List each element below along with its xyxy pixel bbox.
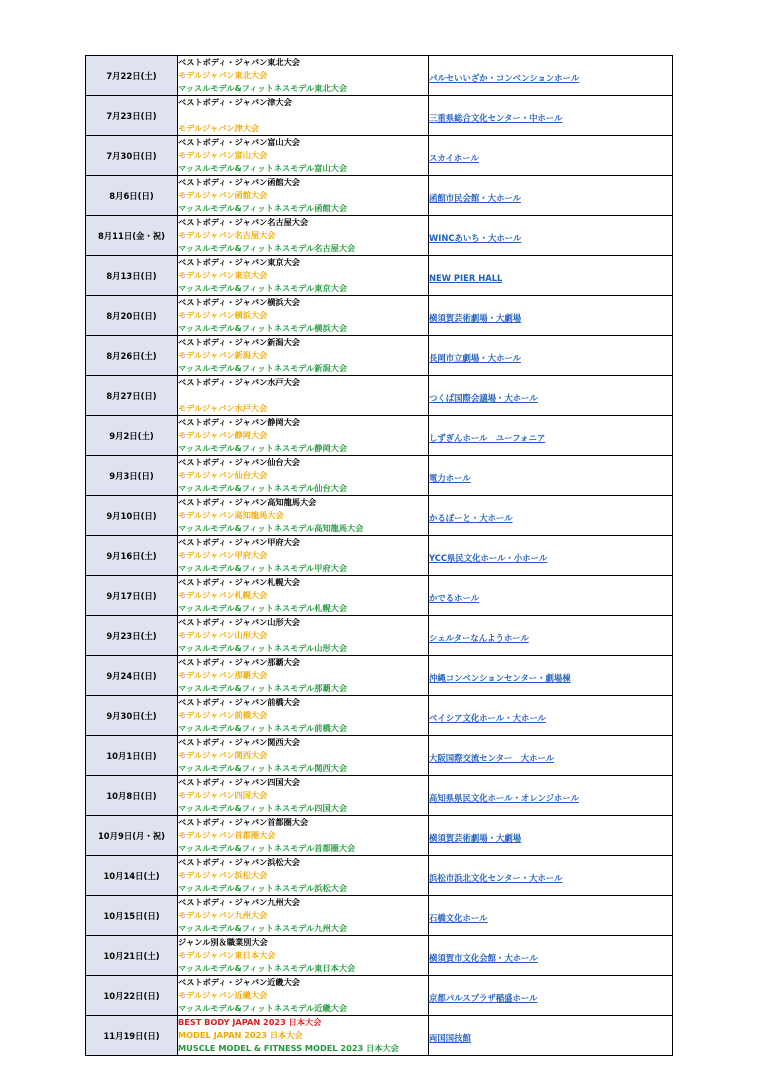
event-date: 7月23日(日) — [86, 96, 178, 136]
event-name: ベストボディ・ジャパン首都圏大会 — [178, 817, 309, 827]
event-date: 9月10日(日) — [86, 496, 178, 536]
venue-link[interactable]: かるぽーと・大ホール — [429, 513, 513, 523]
table-row — [86, 56, 673, 96]
table-row — [86, 776, 673, 816]
event-name: ベストボディ・ジャパン近畿大会 — [178, 977, 300, 987]
event-date: 9月24日(日) — [86, 656, 178, 696]
venue-cell — [429, 56, 673, 96]
event-name: マッスルモデル&フィットネスモデル新潟大会 — [178, 363, 348, 373]
table-row — [86, 696, 673, 736]
event-name: ベストボディ・ジャパン四国大会 — [178, 777, 300, 787]
table-row — [86, 856, 673, 896]
event-name: マッスルモデル&フィットネスモデル九州大会 — [178, 923, 348, 933]
table-row — [86, 336, 673, 376]
venue-cell — [429, 976, 673, 1016]
event-name: モデルジャパン東北大会 — [178, 70, 268, 80]
event-name: マッスルモデル&フィットネスモデル東日本大会 — [178, 963, 356, 973]
venue-cell — [429, 536, 673, 576]
event-date: 11月19日(日) — [86, 1016, 178, 1056]
event-names — [178, 696, 429, 736]
event-name: マッスルモデル&フィットネスモデル那覇大会 — [178, 683, 348, 693]
event-names — [178, 856, 429, 896]
event-date: 8月13日(日) — [86, 256, 178, 296]
event-name: マッスルモデル&フィットネスモデル札幌大会 — [178, 603, 348, 613]
event-name: マッスルモデル&フィットネスモデル四国大会 — [178, 803, 348, 813]
event-date: 10月15日(日) — [86, 896, 178, 936]
event-names — [178, 336, 429, 376]
table-row — [86, 176, 673, 216]
event-name: モデルジャパン横浜大会 — [178, 310, 268, 320]
event-name: マッスルモデル&フィットネスモデル横浜大会 — [178, 323, 348, 333]
venue-cell — [429, 256, 673, 296]
event-names — [178, 576, 429, 616]
event-name: モデルジャパン高知龍馬大会 — [178, 510, 284, 520]
event-names — [178, 416, 429, 456]
event-names — [178, 1016, 429, 1056]
table-row — [86, 896, 673, 936]
event-names — [178, 496, 429, 536]
venue-cell — [429, 296, 673, 336]
venue-cell — [429, 216, 673, 256]
venue-cell — [429, 1016, 673, 1056]
table-row — [86, 736, 673, 776]
venue-cell — [429, 416, 673, 456]
event-name — [178, 389, 428, 402]
venue-link[interactable]: 石橋文化ホール — [429, 913, 488, 923]
venue-cell — [429, 816, 673, 856]
venue-cell — [429, 176, 673, 216]
venue-link[interactable]: NEW PIER HALL — [429, 273, 503, 283]
event-date: 10月14日(土) — [86, 856, 178, 896]
venue-cell — [429, 136, 673, 176]
event-name: ベストボディ・ジャパン那覇大会 — [178, 657, 300, 667]
event-name: ベストボディ・ジャパン山形大会 — [178, 617, 300, 627]
event-names — [178, 816, 429, 856]
event-name: ベストボディ・ジャパン函館大会 — [178, 177, 300, 187]
venue-link[interactable]: 浜松市浜北文化センター・大ホール — [429, 873, 563, 883]
event-date: 9月17日(日) — [86, 576, 178, 616]
event-name: ベストボディ・ジャパン静岡大会 — [178, 417, 300, 427]
event-name: ジャンル別＆職業別大会 — [178, 937, 268, 947]
event-name: ベストボディ・ジャパン東北大会 — [178, 57, 300, 67]
event-names — [178, 976, 429, 1016]
event-name: モデルジャパン山形大会 — [178, 630, 268, 640]
event-names — [178, 656, 429, 696]
event-date: 8月27日(日) — [86, 376, 178, 416]
event-name: モデルジャパン函館大会 — [178, 190, 268, 200]
event-name: マッスルモデル&フィットネスモデル函館大会 — [178, 203, 348, 213]
venue-cell — [429, 896, 673, 936]
event-name: マッスルモデル&フィットネスモデル甲府大会 — [178, 563, 348, 573]
event-name: マッスルモデル&フィットネスモデル近畿大会 — [178, 1003, 348, 1013]
venue-link[interactable]: 横須賀芸術劇場・大劇場 — [429, 833, 522, 843]
event-names — [178, 96, 429, 136]
event-names — [178, 456, 429, 496]
event-names — [178, 56, 429, 96]
event-date: 8月20日(日) — [86, 296, 178, 336]
venue-cell — [429, 856, 673, 896]
venue-link[interactable]: 沖縄コンベンションセンター・劇場棟 — [429, 673, 571, 683]
schedule-table — [85, 55, 673, 1056]
event-date: 9月2日(土) — [86, 416, 178, 456]
event-name: モデルジャパン水戸大会 — [178, 403, 268, 413]
venue-link[interactable]: 大阪国際交流センター 大ホール — [429, 753, 555, 763]
event-name: マッスルモデル&フィットネスモデル富山大会 — [178, 163, 348, 173]
event-name: ベストボディ・ジャパン高知龍馬大会 — [178, 497, 317, 507]
event-date: 7月30日(日) — [86, 136, 178, 176]
venue-cell — [429, 576, 673, 616]
event-names — [178, 296, 429, 336]
event-name: マッスルモデル&フィットネスモデル首都圏大会 — [178, 843, 356, 853]
venue-link[interactable]: シェルターなんようホール — [429, 633, 529, 643]
table-row — [86, 1016, 673, 1056]
table-row — [86, 656, 673, 696]
table-row — [86, 576, 673, 616]
venue-cell — [429, 96, 673, 136]
event-name: MUSCLE MODEL & FITNESS MODEL 2023 日本大会 — [178, 1043, 399, 1053]
venue-cell — [429, 616, 673, 656]
event-name: ベストボディ・ジャパン横浜大会 — [178, 297, 300, 307]
event-name: モデルジャパン甲府大会 — [178, 550, 268, 560]
event-name: マッスルモデル&フィットネスモデル東京大会 — [178, 283, 348, 293]
venue-cell — [429, 456, 673, 496]
table-row — [86, 536, 673, 576]
venue-cell — [429, 736, 673, 776]
event-name: マッスルモデル&フィットネスモデル浜松大会 — [178, 883, 348, 893]
event-names — [178, 216, 429, 256]
event-name: BEST BODY JAPAN 2023 日本大会 — [178, 1017, 322, 1027]
table-row — [86, 136, 673, 176]
event-name: マッスルモデル&フィットネスモデル山形大会 — [178, 643, 348, 653]
event-names — [178, 176, 429, 216]
event-date: 9月30日(土) — [86, 696, 178, 736]
event-name: ベストボディ・ジャパン九州大会 — [178, 897, 300, 907]
event-name: MODEL JAPAN 2023 日本大会 — [178, 1030, 303, 1040]
event-name: ベストボディ・ジャパン富山大会 — [178, 137, 300, 147]
table-row — [86, 816, 673, 856]
table-row — [86, 496, 673, 536]
event-date: 10月22日(日) — [86, 976, 178, 1016]
event-date: 9月23日(土) — [86, 616, 178, 656]
table-row — [86, 416, 673, 456]
venue-cell — [429, 376, 673, 416]
event-name: マッスルモデル&フィットネスモデル名古屋大会 — [178, 243, 356, 253]
venue-link[interactable]: 長岡市立劇場・大ホール — [429, 353, 521, 363]
venue-link[interactable]: WINCあいち・大ホール — [429, 233, 522, 243]
event-names — [178, 256, 429, 296]
venue-link[interactable]: 横須賀市文化会館・大ホール — [429, 953, 538, 963]
venue-link[interactable]: かでるホール — [429, 593, 480, 603]
event-date: 10月1日(日) — [86, 736, 178, 776]
venue-link[interactable]: 京都パルスプラザ稲盛ホール — [429, 993, 538, 1003]
event-name: マッスルモデル&フィットネスモデル仙台大会 — [178, 483, 348, 493]
event-name: モデルジャパン関西大会 — [178, 750, 268, 760]
event-name: モデルジャパン新潟大会 — [178, 350, 268, 360]
event-name: モデルジャパン首都圏大会 — [178, 830, 276, 840]
event-name — [178, 109, 428, 122]
event-names — [178, 736, 429, 776]
table-row — [86, 936, 673, 976]
event-name: モデルジャパン東日本大会 — [178, 950, 276, 960]
venue-cell — [429, 656, 673, 696]
event-date: 8月11日(金・祝) — [86, 216, 178, 256]
event-date: 10月21日(土) — [86, 936, 178, 976]
venue-link[interactable]: 両国国技館 — [429, 1033, 471, 1043]
venue-link[interactable]: パルセいいざか・コンベンションホール — [429, 73, 580, 83]
event-name: モデルジャパン富山大会 — [178, 150, 268, 160]
venue-link[interactable]: 高知県県民文化ホール・オレンジホール — [429, 793, 579, 803]
event-names — [178, 896, 429, 936]
venue-cell — [429, 696, 673, 736]
schedule-body — [86, 56, 673, 1056]
event-name: モデルジャパン九州大会 — [178, 910, 268, 920]
venue-link[interactable]: 横須賀芸術劇場・大劇場 — [429, 313, 522, 323]
venue-link[interactable]: スカイホール — [429, 153, 479, 163]
event-name: モデルジャパン名古屋大会 — [178, 230, 276, 240]
venue-link[interactable]: 函館市民会館・大ホール — [429, 193, 521, 203]
venue-link[interactable]: ベイシア文化ホール・大ホール — [429, 713, 546, 723]
table-row — [86, 216, 673, 256]
event-date: 10月9日(月・祝) — [86, 816, 178, 856]
event-name: モデルジャパン仙台大会 — [178, 470, 268, 480]
event-name: ベストボディ・ジャパン名古屋大会 — [178, 217, 309, 227]
table-row — [86, 456, 673, 496]
event-name: ベストボディ・ジャパン仙台大会 — [178, 457, 300, 467]
event-name: モデルジャパン東京大会 — [178, 270, 268, 280]
venue-cell — [429, 776, 673, 816]
event-name: マッスルモデル&フィットネスモデル高知龍馬大会 — [178, 523, 364, 533]
event-name: モデルジャパン前橋大会 — [178, 710, 268, 720]
venue-cell — [429, 336, 673, 376]
event-name: ベストボディ・ジャパン津大会 — [178, 97, 292, 107]
event-date: 10月8日(日) — [86, 776, 178, 816]
event-name: モデルジャパン静岡大会 — [178, 430, 268, 440]
venue-cell — [429, 496, 673, 536]
event-name: モデルジャパン近畿大会 — [178, 990, 268, 1000]
event-name: モデルジャパン津大会 — [178, 123, 260, 133]
event-names — [178, 376, 429, 416]
event-name: マッスルモデル&フィットネスモデル関西大会 — [178, 763, 348, 773]
event-names — [178, 776, 429, 816]
table-row — [86, 96, 673, 136]
venue-link[interactable]: 電力ホール — [429, 473, 471, 483]
event-name: ベストボディ・ジャパン札幌大会 — [178, 577, 300, 587]
event-name: モデルジャパン那覇大会 — [178, 670, 268, 680]
event-name: マッスルモデル&フィットネスモデル前橋大会 — [178, 723, 348, 733]
event-name: マッスルモデル&フィットネスモデル静岡大会 — [178, 443, 348, 453]
event-name: ベストボディ・ジャパン浜松大会 — [178, 857, 300, 867]
event-names — [178, 616, 429, 656]
event-name: ベストボディ・ジャパン関西大会 — [178, 737, 300, 747]
event-name: ベストボディ・ジャパン前橋大会 — [178, 697, 300, 707]
event-name: ベストボディ・ジャパン甲府大会 — [178, 537, 300, 547]
venue-link[interactable]: 三重県総合文化センター・中ホール — [429, 113, 563, 123]
event-date: 9月16日(土) — [86, 536, 178, 576]
event-name: ベストボディ・ジャパン新潟大会 — [178, 337, 300, 347]
venue-link[interactable]: しずぎんホール ユーフォニア — [429, 433, 546, 443]
event-name: マッスルモデル&フィットネスモデル東北大会 — [178, 83, 348, 93]
venue-link[interactable]: つくば国際会議場・大ホール — [429, 393, 538, 403]
event-date: 9月3日(日) — [86, 456, 178, 496]
venue-link[interactable]: YCC県民文化ホール・小ホール — [429, 553, 548, 563]
event-name: モデルジャパン四国大会 — [178, 790, 268, 800]
event-names — [178, 936, 429, 976]
event-name: モデルジャパン札幌大会 — [178, 590, 268, 600]
event-date: 8月6日(日) — [86, 176, 178, 216]
event-name: ベストボディ・ジャパン水戸大会 — [178, 377, 300, 387]
event-name: ベストボディ・ジャパン東京大会 — [178, 257, 300, 267]
event-names — [178, 136, 429, 176]
event-date: 7月22日(土) — [86, 56, 178, 96]
event-date: 8月26日(土) — [86, 336, 178, 376]
venue-cell — [429, 936, 673, 976]
table-row — [86, 976, 673, 1016]
table-row — [86, 256, 673, 296]
event-names — [178, 536, 429, 576]
table-row — [86, 376, 673, 416]
event-name: モデルジャパン浜松大会 — [178, 870, 268, 880]
table-row — [86, 296, 673, 336]
table-row — [86, 616, 673, 656]
